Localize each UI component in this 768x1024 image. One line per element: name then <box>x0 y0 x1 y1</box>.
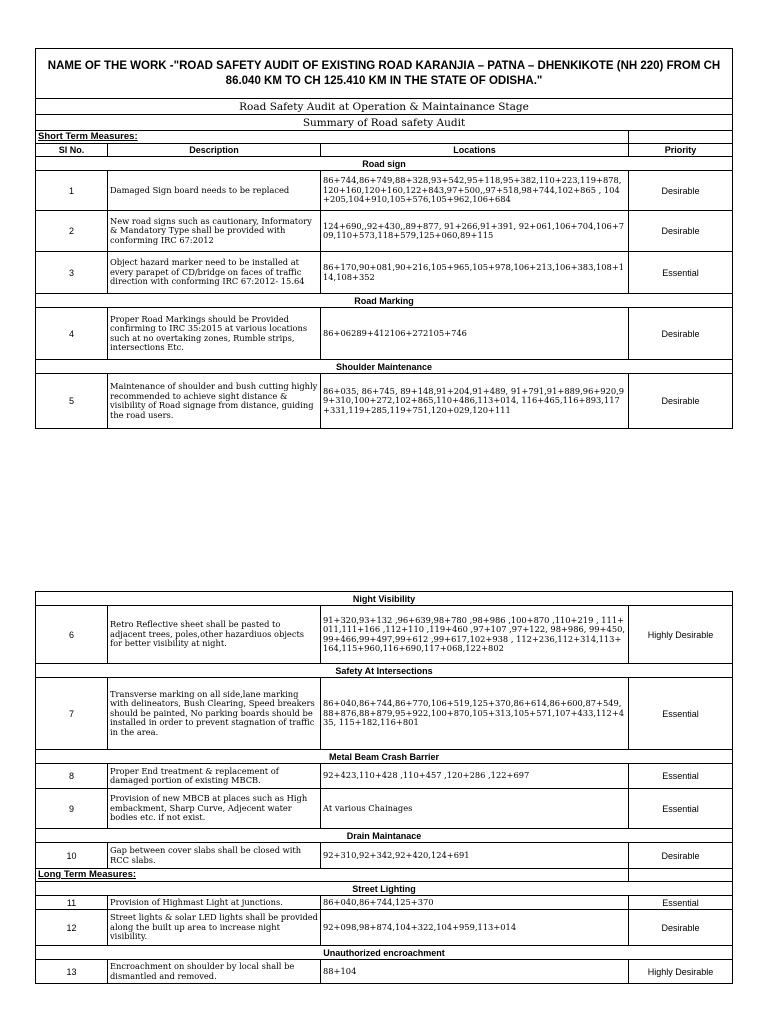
section-shoulder-maintenance: Shoulder Maintenance <box>36 360 733 374</box>
row-priority: Essential <box>629 252 733 294</box>
table-row <box>36 843 733 869</box>
table-row <box>36 910 733 946</box>
audit-table-page-1 <box>35 48 732 429</box>
audit-summary-table-continued <box>35 591 733 984</box>
table-row <box>36 211 733 252</box>
table-row <box>36 789 733 829</box>
section-safety-at-intersections: Safety At Intersections <box>36 664 733 678</box>
row-priority: Highly Desirable <box>629 606 733 664</box>
row-locations: 91+320,93+132 ,96+639,98+780 ,98+986 ,100+870 ,110+219 , 111+011,111+166 ,112+110 ,119+460 ,97+107 ,97+122, 98+986, 99+450,99+466,99+497,99+612 ,99+617,102+938 , 112+236,112+314,113+164,115+960,116+690,117+068,122+802 <box>321 606 629 664</box>
row-locations: 86+170,90+081,90+216,105+965,105+978,106+213,106+383,108+114,108+352 <box>321 252 629 294</box>
row-sno: 9 <box>36 789 108 829</box>
row-sno: 8 <box>36 764 108 789</box>
col-header-sno: Sl No. <box>36 144 108 157</box>
row-description: Object hazard marker need to be installed at every parapet of CD/bridge on faces of traffic direction with conforming IRC 67:2012- 15.64 <box>108 252 321 294</box>
row-locations: 86+040,86+744,86+770,106+519,125+370,86+614,86+600,87+549,88+876,88+879,95+922,100+870,105+313,105+571,107+433,112+435, 115+182,116+801 <box>321 678 629 750</box>
row-description: Encroachment on shoulder by local shall be dismantled and removed. <box>108 960 321 984</box>
section-unauthorized-encroachment: Unauthorized encroachment <box>36 946 733 960</box>
row-priority: Essential <box>629 789 733 829</box>
table-row <box>36 374 733 429</box>
row-description: New road signs such as cautionary, Informatory & Mandatory Type shall be provided with conforming IRC 67:2012 <box>108 211 321 252</box>
section-road-sign: Road sign <box>36 157 733 171</box>
row-sno: 5 <box>36 374 108 429</box>
row-description: Transverse marking on all side,lane marking with delineators, Bush Clearing, Speed breakers should be painted, No parking boards should be installed in order to prevent stagnation of traffic in the area. <box>108 678 321 750</box>
long-term-heading: Long Term Measures: <box>36 869 321 882</box>
row-sno: 3 <box>36 252 108 294</box>
row-locations: 124+690,,92+430,,89+877, 91+266,91+391, 92+061,106+704,106+709,110+573,118+579,125+060,89+115 <box>321 211 629 252</box>
row-description: Provision of new MBCB at places such as High embackment, Sharp Curve, Adjecent water bodies etc. if not exist. <box>108 789 321 829</box>
table-row <box>36 960 733 984</box>
row-locations: 92+098,98+874,104+322,104+959,113+014 <box>321 910 629 946</box>
row-sno: 12 <box>36 910 108 946</box>
section-drain-maintanace: Drain Maintanace <box>36 829 733 843</box>
work-title: NAME OF THE WORK -"ROAD SAFETY AUDIT OF EXISTING ROAD KARANJIA – PATNA – DHENKIKOTE (NH 220) FROM CH 86.040 KM TO CH 125.410 KM IN THE STATE OF ODISHA." <box>36 49 733 99</box>
table-row <box>36 678 733 750</box>
row-sno: 1 <box>36 171 108 211</box>
col-header-priority: Priority <box>629 144 733 157</box>
row-description: Damaged Sign board needs to be replaced <box>108 171 321 211</box>
table-row <box>36 308 733 360</box>
table-row <box>36 764 733 789</box>
table-row <box>36 606 733 664</box>
row-priority: Desirable <box>629 171 733 211</box>
section-street-lighting: Street Lighting <box>36 882 733 896</box>
row-priority: Essential <box>629 764 733 789</box>
row-locations: 86+744,86+749,88+328,93+542,95+118,95+382,110+223,119+878,120+160,120+160,122+843,97+500,,97+518,98+744,102+865 , 104+205,104+910,105+576,105+962,106+684 <box>321 171 629 211</box>
row-locations: 88+104 <box>321 960 629 984</box>
row-priority: Essential <box>629 678 733 750</box>
col-header-description: Description <box>108 144 321 157</box>
row-description: Street lights & solar LED lights shall be provided along the built up area to increase night visibility. <box>108 910 321 946</box>
row-locations: At various Chainages <box>321 789 629 829</box>
row-description: Proper End treatment & replacement of damaged portion of existing MBCB. <box>108 764 321 789</box>
row-description: Maintenance of shoulder and bush cutting highly recommended to achieve sight distance & visibility of Road signage from distance, guiding the road users. <box>108 374 321 429</box>
row-priority: Desirable <box>629 211 733 252</box>
short-term-heading: Short Term Measures: <box>36 131 321 144</box>
row-sno: 13 <box>36 960 108 984</box>
row-sno: 7 <box>36 678 108 750</box>
row-description: Retro Reflective sheet shall be pasted to adjacent trees, poles,other hazardiuos objects for better visibility at night. <box>108 606 321 664</box>
row-sno: 6 <box>36 606 108 664</box>
row-locations: 86+035, 86+745, 89+148,91+204,91+489, 91+791,91+889,96+920,99+310,100+272,102+865,110+486,113+014, 116+465,116+893,117+331,119+285,119+751,120+029,120+111 <box>321 374 629 429</box>
row-locations: 92+423,110+428 ,110+457 ,120+286 ,122+697 <box>321 764 629 789</box>
table-row <box>36 896 733 910</box>
row-priority: Desirable <box>629 910 733 946</box>
table-row <box>36 252 733 294</box>
row-priority: Desirable <box>629 374 733 429</box>
row-priority: Desirable <box>629 308 733 360</box>
row-sno: 10 <box>36 843 108 869</box>
row-sno: 2 <box>36 211 108 252</box>
subtitle-stage: Road Safety Audit at Operation & Maintainance Stage <box>36 99 733 115</box>
section-road-marking: Road Marking <box>36 294 733 308</box>
section-metal-beam-crash-barrier: Metal Beam Crash Barrier <box>36 750 733 764</box>
table-row <box>36 171 733 211</box>
row-priority: Essential <box>629 896 733 910</box>
row-locations: 86+06289+412106+272105+746 <box>321 308 629 360</box>
row-priority: Highly Desirable <box>629 960 733 984</box>
col-header-locations: Locations <box>321 144 629 157</box>
audit-table-page-2 <box>35 591 732 984</box>
row-description: Proper Road Markings should be Provided confirming to IRC 35:2015 at various locations such at no overtaking zones, Rumble strips, intersections Etc. <box>108 308 321 360</box>
row-description: Gap between cover slabs shall be closed with RCC slabs. <box>108 843 321 869</box>
row-priority: Desirable <box>629 843 733 869</box>
row-sno: 11 <box>36 896 108 910</box>
row-locations: 92+310,92+342,92+420,124+691 <box>321 843 629 869</box>
subtitle-summary: Summary of Road safety Audit <box>36 115 733 131</box>
section-night-visibility: Night Visibility <box>36 592 733 606</box>
row-description: Provision of Highmast Light at junctions. <box>108 896 321 910</box>
row-locations: 86+040,86+744,125+370 <box>321 896 629 910</box>
row-sno: 4 <box>36 308 108 360</box>
audit-summary-table <box>35 48 733 429</box>
